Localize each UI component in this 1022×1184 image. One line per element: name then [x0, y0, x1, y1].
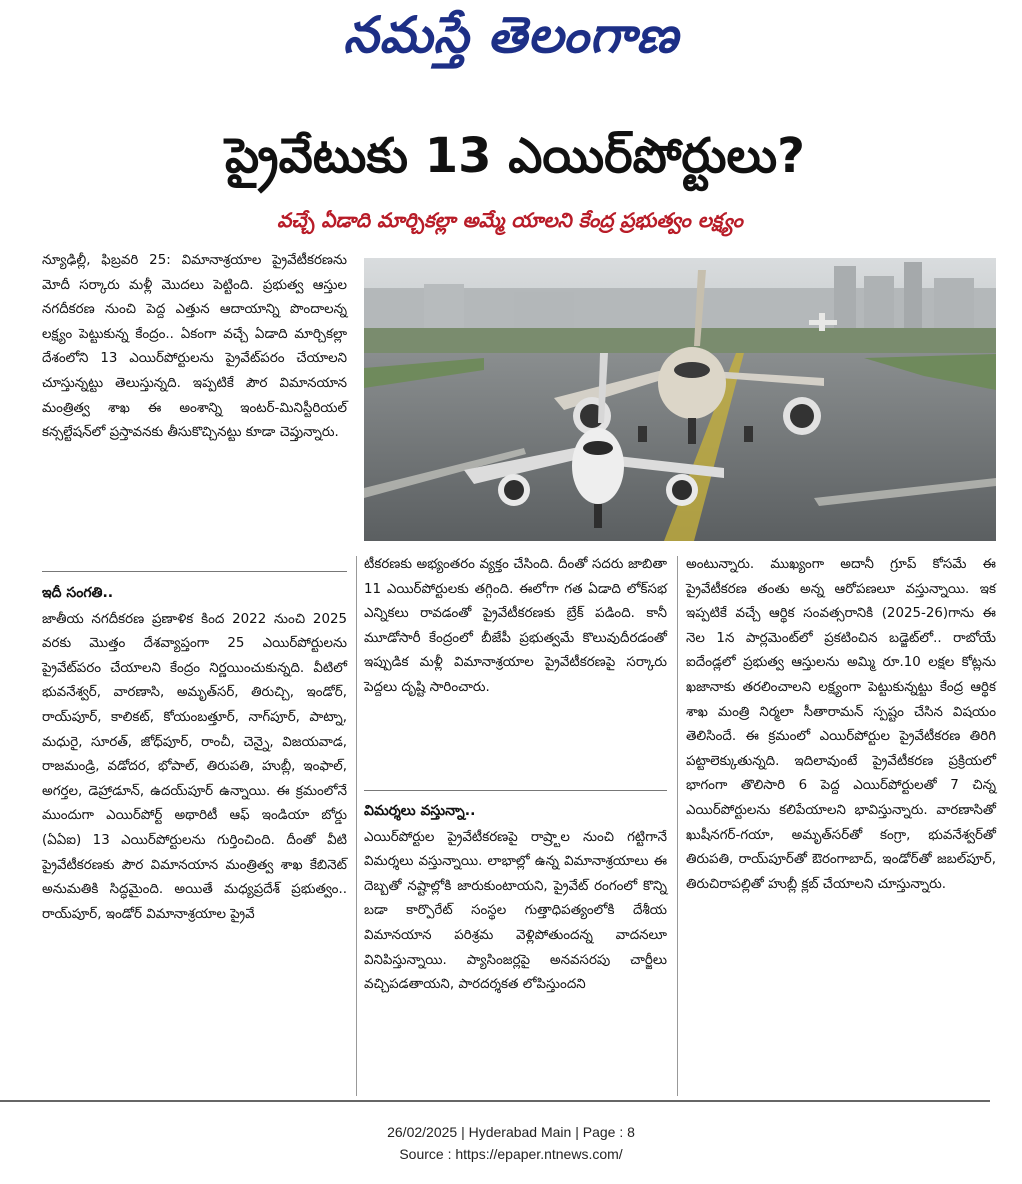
section-heading: విమర్శలు వస్తున్నా.. — [364, 803, 476, 819]
footer-rule — [0, 1100, 990, 1102]
article-subheadline: వచ్చే ఏడాది మార్చికల్లా అమ్మే యాలని కేంద్ర ప్రభుత్వం లక్ష్యం — [277, 208, 743, 232]
article-column-1-section — [42, 581, 347, 927]
footer-source-line: Source : https://epaper.ntnews.com/ — [399, 1146, 623, 1162]
section-paragraph: ఎయిర్‌పోర్టుల ప్రైవేటీకరణపై రాష్ర్టాల నుంచి గట్టిగానే విమర్శలు వస్తున్నాయి. లాభాల్లో ఉన్న విమానాశ్రయాలు ఈ దెబ్బతో నష్టాల్లోకి జారుకుంటాయని, ప్రైవేట్ రంగంలో కొన్ని బడా కార్పొరేట్ సంస్థల గుత్తాధిపత్యంలోకి దేశీయ విమానయాన పరిశ్రమ వెళ్లిపోతుందన్న వాదనలూ వినిపిస్తున్నాయి. ప్యాసింజర్లపై అనవసరపు చార్జీలు వచ్చిపడతాయని, పారదర్శకత లోపిస్తుందని — [364, 829, 667, 993]
column-divider — [356, 556, 357, 1096]
article-column-3 — [686, 553, 996, 897]
section-heading: ఇదీ సంగతి.. — [42, 585, 114, 601]
footer-edition-line: 26/02/2025 | Hyderabad Main | Page : 8 — [387, 1124, 635, 1140]
article-headline: ప్రైవేటుకు 13 ఎయిర్‌పోర్టులు? — [225, 128, 805, 184]
column-3-paragraph: అంటున్నారు. ముఖ్యంగా అదానీ గ్రూప్ కోసమే ఈ ప్రైవేటీకరణ తంతు అన్న ఆరోపణలూ వస్తున్నాయి. ఇక ఇప్పటికే వచ్చే ఆర్థిక సంవత్సరానికి (2025-26)గాను ఈ నెల 1న పార్లమెంట్‌లో ప్రకటించిన బడ్జెట్‌లో.. రాబోయే ఐదేండ్లలో ప్రభుత్వ ఆస్తులను అమ్మి రూ.10 లక్షల కోట్లను ఖజానాకు తరలించాలని లక్ష్యంగా పెట్టుకున్నట్టు కేంద్ర ఆర్థిక శాఖ మంత్రి నిర్మలా సీతారామన్ స్పష్టం చేసిన విషయం తెలిసిందే. ఈ క్రమంలో ఎయిర్‌పోర్టుల ప్రైవేటీకరణ తిరిగి పట్టాలెక్కుతున్నది. ఇదిలావుంటే ప్రైవేటీకరణ ప్రక్రియలో భాగంగా తొలిసారి 6 పెద్ద ఎయిర్‌పోర్టులతో 7 చిన్న ఎయిర్‌పోర్టులను కలిపేయాలని భావిస్తున్నారు. వారణాసితో ఖుషీనగర్-గయా, అమృత్‌సర్‌తో కంగ్రా, భువనేశ్వర్‌తో తిరుపతి, రాయ్‌పూర్‌తో ఔరంగాబాద్, ఇండోర్‌తో జబల్‌పూర్, తిరుచిరాపల్లితో హుబ్లీ క్లబ్ చేయాలని చూస్తున్నారు. — [686, 557, 996, 892]
column-divider — [677, 556, 678, 1096]
column-2-paragraph: టీకరణకు అభ్యంతరం వ్యక్తం చేసింది. దీంతో సదరు జాబితా 11 ఎయిర్‌పోర్టులకు తగ్గింది. ఈలోగా గత ఏడాది లోక్‌సభ ఎన్నికలు రావడంతో ప్రైవేటీకరణకు బ్రేక్ పడింది. కానీ మూడోసారీ కేంద్రంలో బీజేపీ ప్రభుత్వమే కొలువుదీరడంతో ఇప్పుడిక మళ్లీ విమానాశ్రయాల ప్రైవేటీకరణపై సర్కారు పెద్దలు దృష్టి సారించారు. — [364, 557, 667, 695]
masthead-title: నమస్తే తెలంగాణ — [343, 6, 679, 64]
intro-paragraph: న్యూఢిల్లీ, ఫిబ్రవరి 25: విమానాశ్రయాల ప్రైవేటీకరణను మోదీ సర్కారు మళ్లీ మొదలు పెట్టింది. ప్రభుత్వ ఆస్తుల నగదీకరణ నుంచి పెద్ద ఎత్తున ఆదాయాన్ని పొందాలన్న లక్ష్యం పెట్టుకున్న కేంద్రం.. ఏకంగా వచ్చే ఏడాది మార్చికల్లా దేశంలోని 13 ఎయిర్‌పోర్టులను ప్రైవేట్‌పరం చేయాలని చూస్తున్నట్టు తెలుస్తున్నది. ఇప్పటికే పౌర విమానయాన మంత్రిత్వ శాఖ ఈ అంశాన్ని ఇంటర్-మినిస్టీరియల్ కన్సల్టేషన్‌లో ప్రస్తావనకు తీసుకొచ్చినట్టు కూడా చెప్తున్నారు. — [42, 253, 347, 441]
newspaper-masthead — [0, 0, 1022, 78]
article-column-1-intro — [42, 249, 347, 446]
article-column-2-section — [364, 799, 667, 998]
article-column-2 — [364, 553, 667, 701]
airport-image — [364, 258, 996, 541]
section-divider — [42, 571, 347, 572]
section-divider — [364, 790, 667, 791]
section-paragraph: జాతీయ నగదీకరణ ప్రణాళిక కింద 2022 నుంచి 2025 వరకు మొత్తం దేశవ్యాప్తంగా 25 ఎయిర్‌పోర్టులను ప్రైవేట్‌పరం చేయాలని కేంద్రం నిర్ణయించుకున్నది. వీటిలో భువనేశ్వర్, వారణాసి, అమృత్‌సర్, తిరుచ్చి, ఇండోర్, రాయ్‌పూర్, కాలికట్, కోయంబత్తూర్, నాగ్‌పూర్, పాట్నా, మధురై, సూరత్, జోధ్‌పూర్, రాంచీ, చెన్నై, విజయవాడ, రాజమండ్రి, వడోదర, భోపాల్, తిరుపతి, హుబ్లీ, ఇంఫాల్, అగర్తల, డెహ్రాడూన్, ఉదయ్‌పూర్ ఉన్నాయి. ఈ క్రమంలోనే ముందుగా ఎయిర్‌పోర్ట్ అథారిటీ ఆఫ్ ఇండియా బోర్డు (ఏఏఐ) 13 ఎయిర్‌పోర్టులను గుర్తించింది. దీంతో వీటి ప్రైవేటీకరణకు పౌర విమానయాన మంత్రిత్వ శాఖ కేబినెట్ అనుమతికి సిద్ధమైంది. అయితే మధ్యప్రదేశ్ ప్రభుత్వం.. రాయ్‌పూర్, ఇండోర్ విమానాశ్రయాల ప్రైవే — [42, 611, 347, 922]
airplanes-runway-photo — [364, 258, 996, 541]
